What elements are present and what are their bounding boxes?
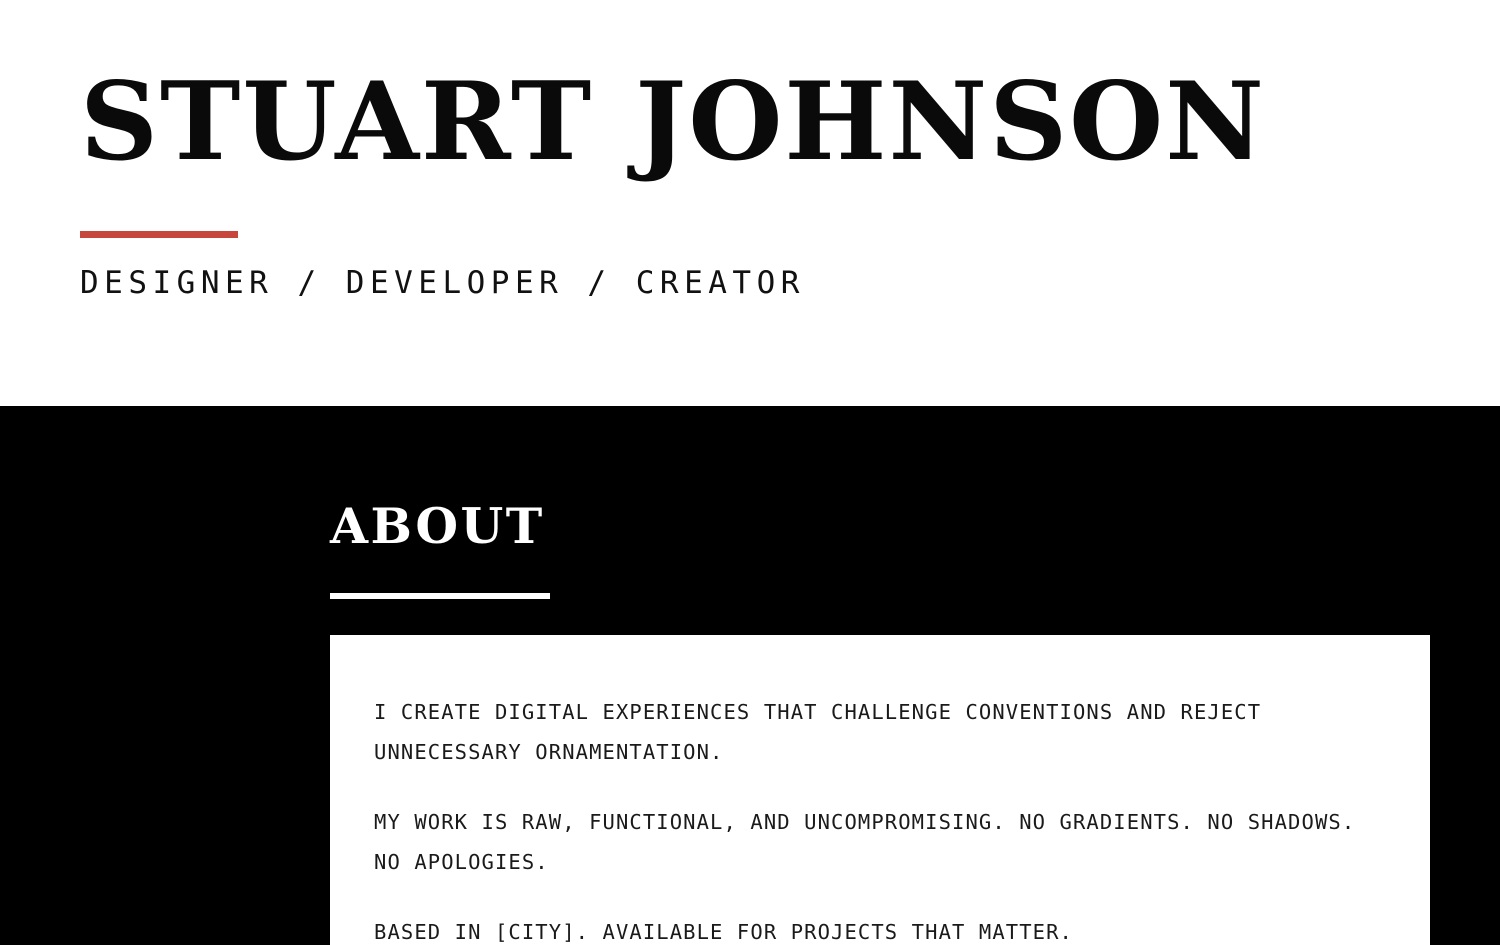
about-paragraph: I CREATE DIGITAL EXPERIENCES THAT CHALLENGE CONVENTIONS AND REJECT UNNECESSARY ORNAMENTATION. (374, 700, 1262, 764)
about-paragraph: MY WORK IS RAW, FUNCTIONAL, AND UNCOMPROMISING. NO GRADIENTS. NO SHADOWS. NO APOLOGIES. (374, 809, 1356, 874)
about-content-wrapper (330, 497, 1430, 945)
about-card (330, 635, 1430, 945)
accent-divider (80, 231, 238, 238)
about-paragraph: BASED IN [CITY]. AVAILABLE FOR PROJECTS THAT MATTER. (374, 919, 1073, 944)
hero-tagline: DESIGNER / DEVELOPER / CREATOR (80, 264, 805, 301)
about-divider (330, 593, 550, 599)
first-name-text: STUART (80, 59, 594, 185)
about-heading: ABOUT (330, 497, 545, 555)
last-name-text: JOHNSON (635, 59, 1266, 185)
about-section (0, 406, 1500, 945)
page-title (80, 59, 1420, 185)
hero-header (0, 0, 1500, 406)
